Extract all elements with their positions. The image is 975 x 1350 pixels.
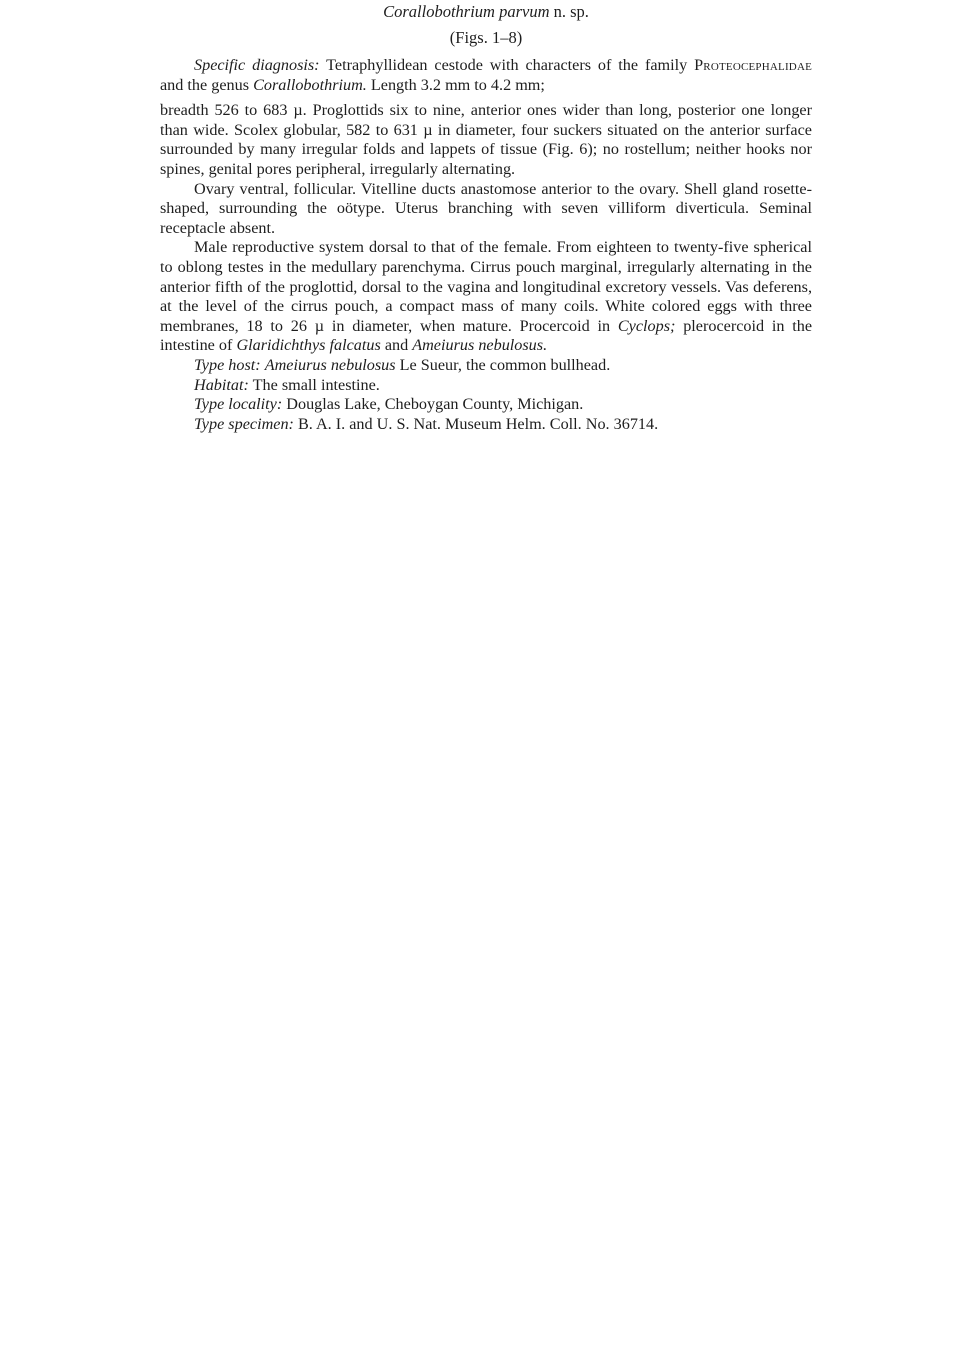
- female-system-paragraph: Ovary ventral, follicular. Vitelline ducts anastomose anterior to the ovary. Shell gland rosette-shaped, surrounding the oötype. Uterus branching with seven villiform diverticula. Seminal receptacle absent.: [160, 179, 812, 237]
- species-name: Corallobothrium parvum: [383, 2, 550, 21]
- morphology-paragraph: breadth 526 to 683 µ. Proglottids six to nine, anterior ones wider than long, posterior one longer than wide. Scolex globular, 582 to 631 µ in diameter, four suckers situated on the anterior surface surrounded by many irregular folds and lappets of tissue (Fig. 6); no rostellum; neither hooks nor spines, genital pores peripheral, irregularly alternating.: [160, 101, 812, 178]
- type-locality-text: Douglas Lake, Cheboygan County, Michigan.: [282, 395, 584, 414]
- figures-reference: (Figs. 1–8): [449, 28, 523, 47]
- male-system-text-2: plerocercoid in the intestine of: [160, 316, 813, 355]
- family-name: Proteocephalidae: [694, 56, 813, 74]
- habitat-label: Habitat:: [194, 375, 249, 394]
- cyclops-name: Cyclops;: [617, 316, 676, 335]
- male-system-paragraph: [160, 238, 812, 356]
- type-locality-line: [160, 395, 812, 415]
- male-system-text-3: and: [380, 336, 413, 355]
- species-title: [160, 2, 812, 22]
- type-host-line: [160, 356, 812, 376]
- specific-diagnosis-paragraph: [160, 56, 812, 95]
- type-host-text: Le Sueur, the common bullhead.: [395, 355, 611, 374]
- male-system-text-1: Male reproductive system dorsal to that of the female. From eighteen to twenty-five spherical to oblong testes in the medullary parenchyma. Cirrus pouch marginal, irregularly alternating in the anterior fifth of the proglottid, dorsal to the vagina and longitudinal excretory vessels. Vas deferens, at the level of the cirrus pouch, a compact mass of many coils. White colored eggs with three membranes, 18 to 26 µ in diameter, when mature. Procercoid in: [160, 238, 812, 335]
- genus-name: Corallobothrium.: [253, 75, 367, 94]
- diagnosis-label: Specific diagnosis:: [194, 56, 320, 74]
- diagnosis-text-1: Tetraphyllidean cestode with characters of the family: [319, 56, 695, 74]
- diagnosis-text-2: and the genus: [160, 75, 254, 94]
- habitat-line: [160, 376, 812, 396]
- type-specimen-text: B. A. I. and U. S. Nat. Museum Helm. Coll. No. 36714.: [293, 414, 659, 433]
- type-specimen-line: [160, 415, 812, 435]
- host-species-2: Ameiurus nebulosus.: [412, 336, 548, 355]
- host-species-1: Glaridichthys falcatus: [236, 336, 381, 355]
- type-host-label: Type host:: [194, 355, 261, 374]
- diagnosis-text-3: Length 3.2 mm to 4.2 mm;: [366, 75, 545, 94]
- habitat-text: The small intestine.: [248, 375, 380, 394]
- type-locality-label: Type locality:: [194, 395, 283, 414]
- type-host-species: Ameiurus nebulosus: [264, 355, 396, 374]
- article-page: [160, 0, 812, 434]
- species-suffix: n. sp.: [549, 2, 589, 21]
- type-specimen-label: Type specimen:: [194, 414, 294, 433]
